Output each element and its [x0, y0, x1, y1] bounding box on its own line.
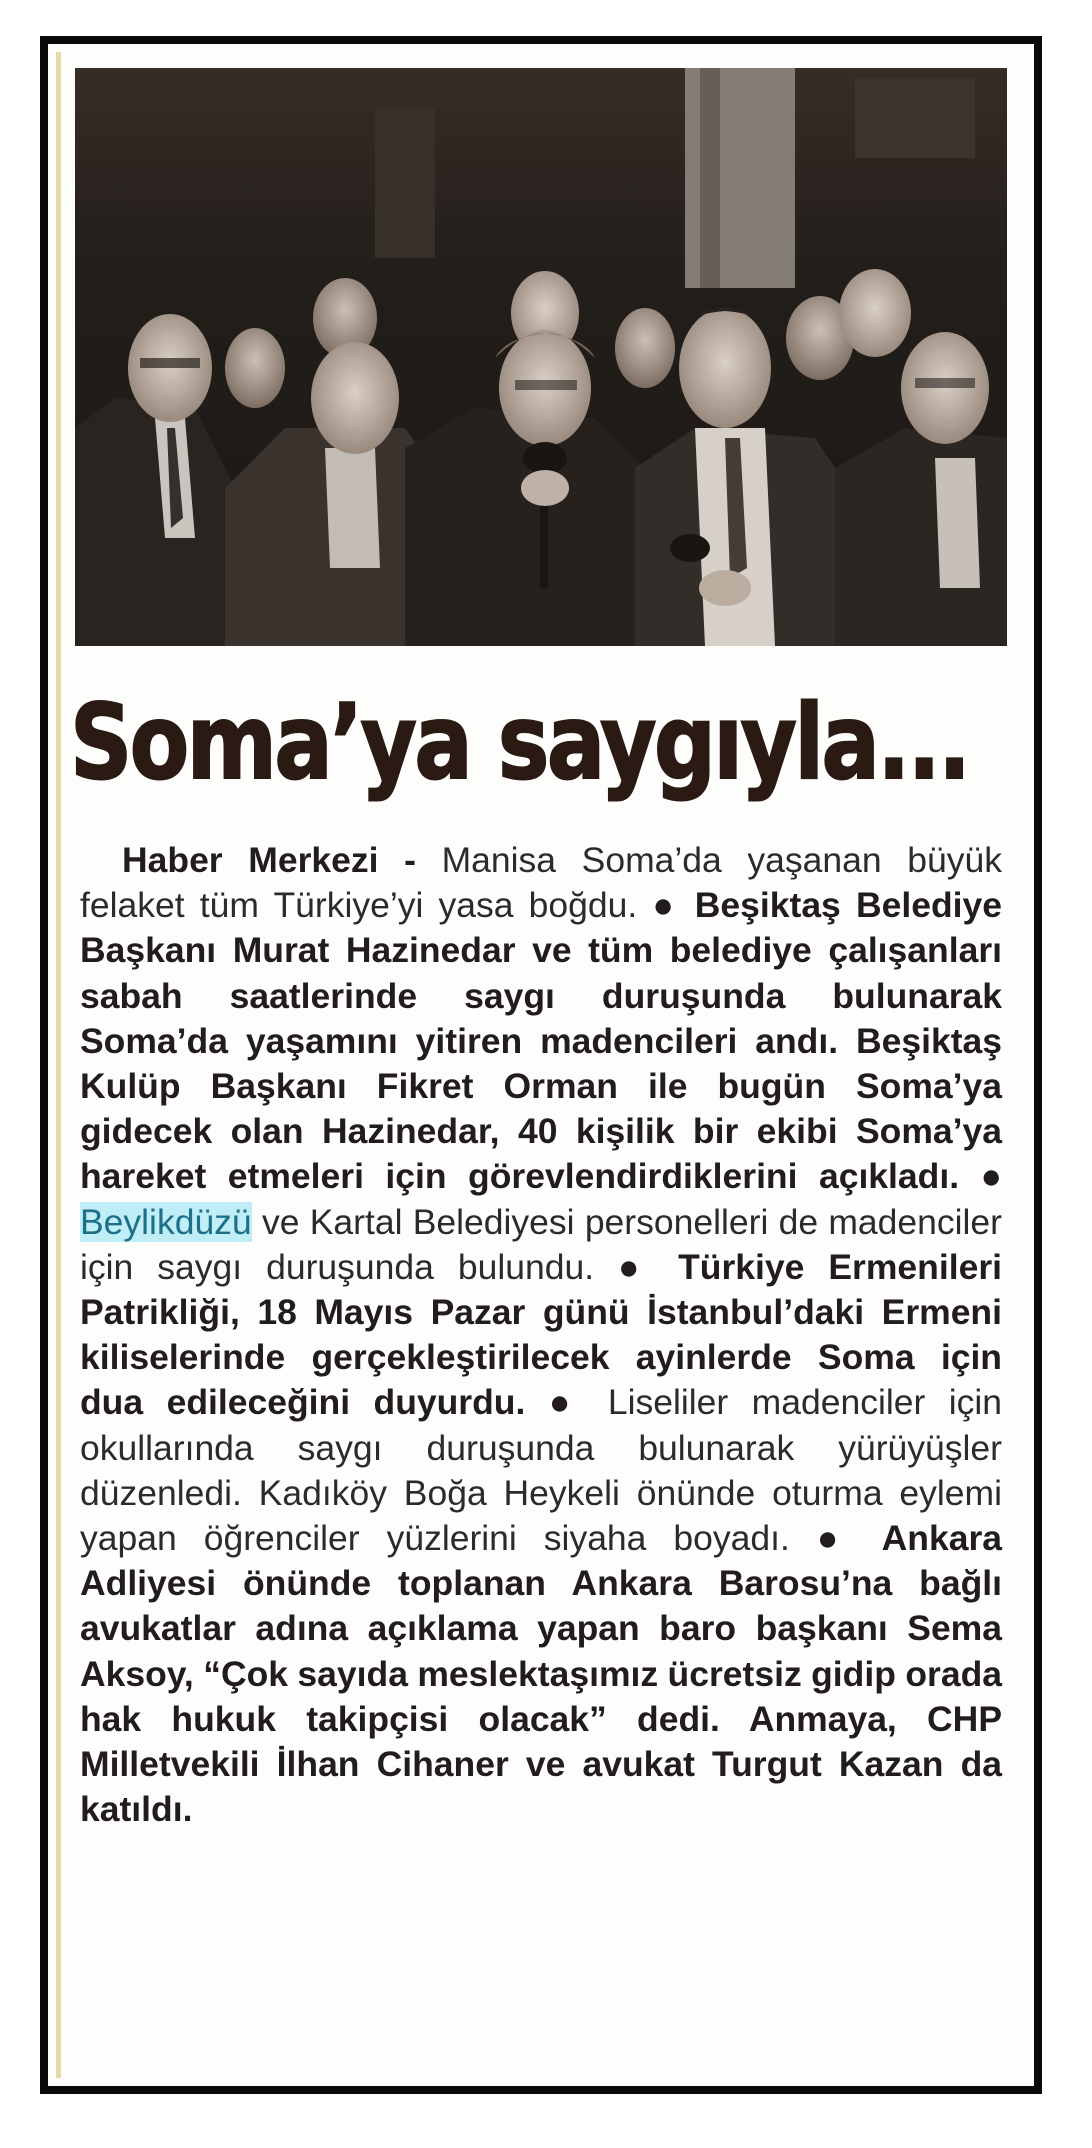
- article-body: [80, 838, 1002, 1832]
- bullet-icon: ●: [980, 1156, 1002, 1197]
- byline: Haber Merkezi -: [122, 840, 416, 880]
- crowd-photo-image: [75, 68, 1007, 646]
- news-item-patriarchate: Türkiye Ermenileri Patrikliği, 18 Mayıs Pazar günü İstanbul’daki Ermeni kiliselerinde gerçekleştirilecek ayinlerde Soma için dua edileceğini duyurdu.: [80, 1246, 1003, 1423]
- article-paragraph: [80, 838, 1002, 1832]
- news-item-beylikduzu: ve Kartal Belediyesi personelleri de madenciler için saygı duruşunda bulundu.: [80, 1201, 1002, 1287]
- bullet-icon: ●: [548, 1382, 585, 1423]
- news-photo: [75, 68, 1007, 646]
- news-item-ankara-bar: Ankara Adliyesi önünde toplanan Ankara Barosu’na bağlı avukatlar adına açıklama yapan baro başkanı Sema Aksoy, “Çok sayıda meslektaşımız ücretsiz gidip orada hak hukuk takipçisi olacak” dedi. Anmaya, CHP Milletvekili İlhan Cihaner ve avukat Turgut Kazan da katıldı.: [80, 1518, 1002, 1830]
- article-intro: Manisa Soma’da yaşanan büyük felaket tüm Türkiye’yi yasa boğdu.: [80, 840, 1002, 926]
- news-item-students: Liseliler madenciler için okullarında saygı duruşunda bulunarak yürüyüşler düzenledi. Kadıköy Boğa Heykeli önünde oturma eylemi yapan öğrenciler yüzlerini siyaha boyadı.: [80, 1382, 1003, 1559]
- news-item-besiktas: Beşiktaş Belediye Başkanı Murat Hazinedar ve tüm belediye çalışanları sabah saatlerinde saygı duruşunda bulunarak Soma’da yaşamını yitiren madencileri andı. Beşiktaş Kulüp Başkanı Fikret Orman ile bugün Soma’ya gidecek olan Hazinedar, 40 kişilik bir ekibi Soma’ya hareket etmeleri için görevlendirdiklerini açıkladı.: [80, 885, 1002, 1197]
- highlighted-word: Beylikdüzü: [80, 1201, 252, 1242]
- headline: Soma’ya saygıyla...: [70, 683, 969, 803]
- bullet-icon: ●: [618, 1246, 655, 1287]
- bullet-icon: ●: [652, 885, 680, 926]
- bullet-icon: ●: [816, 1518, 856, 1559]
